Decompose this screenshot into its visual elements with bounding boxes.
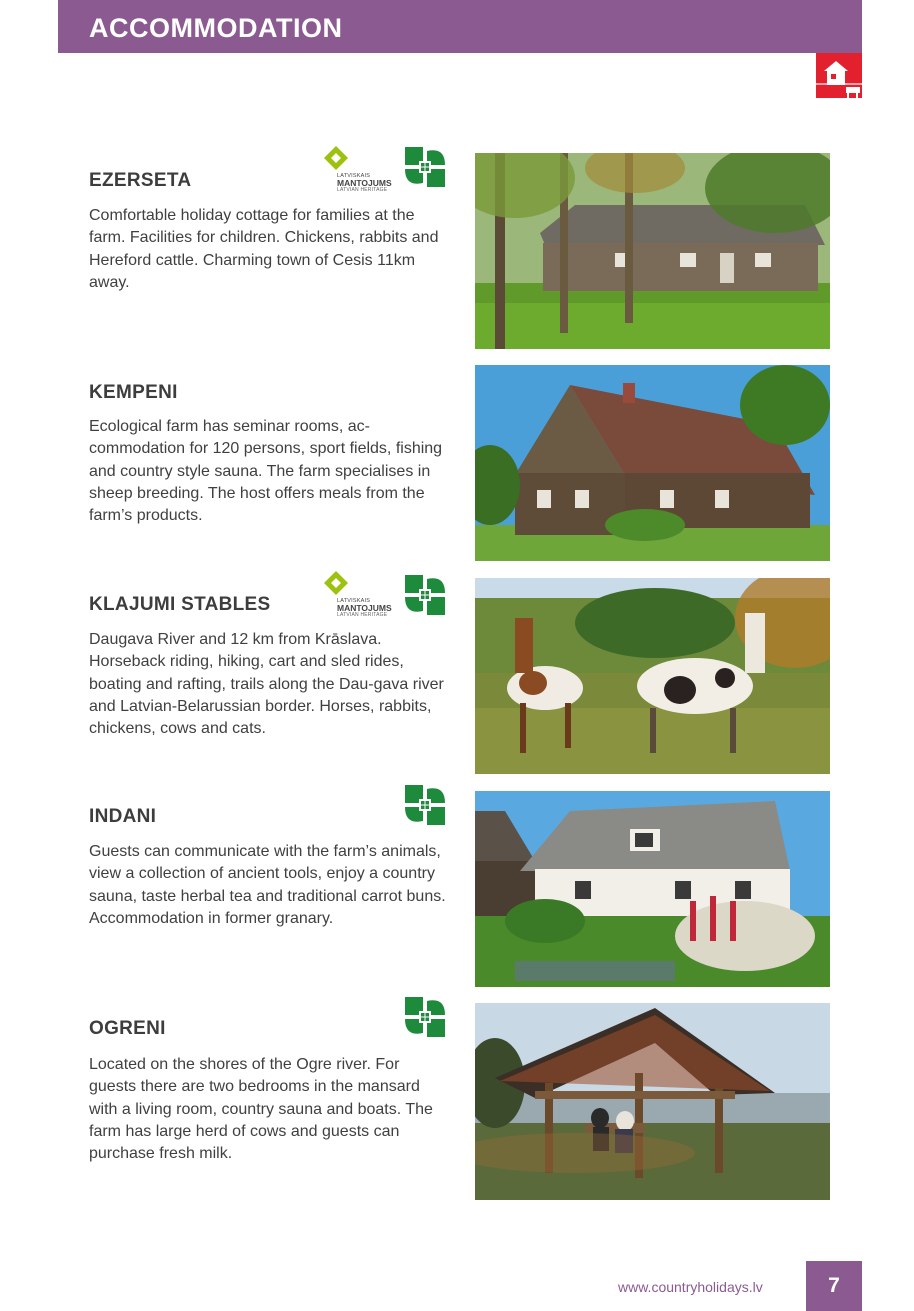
heritage-logo-text: MANTOJUMS <box>337 603 392 613</box>
listing-description: Ecological farm has seminar rooms, ac-commodation for 120 persons, sport fields, fishing and country style sauna. The farm specialises in sheep breeding. The host offers meals from the farm’s products. <box>89 418 443 525</box>
eco-leaf-logo <box>405 997 445 1037</box>
listing-title: KEMPENI <box>89 382 178 403</box>
listing-photo <box>475 365 830 561</box>
section-header <box>58 0 862 53</box>
listing-photo <box>475 1003 830 1200</box>
footer-website-link[interactable]: www.countryholidays.lv <box>618 1279 763 1295</box>
heritage-diamond-icon <box>323 570 351 596</box>
listing-title: OGRENI <box>89 1018 166 1039</box>
eco-leaf-logo <box>405 575 445 615</box>
listing-title: KLAJUMI STABLES <box>89 594 271 615</box>
listing-description: Daugava River and 12 km from Krāslava. Horseback riding, hiking, cart and sled rides, boating and rafting, trails along the Dau-gava river and Latvian-Belarussian border. Horses, rabbits, chickens, cows and cats. <box>89 631 444 738</box>
listing-title: EZERSETA <box>89 170 192 191</box>
heritage-logo-text: LATVISKAIS <box>337 598 371 604</box>
listing-title: INDANI <box>89 806 157 827</box>
country-house-icon <box>816 53 862 98</box>
listing-description: Comfortable holiday cottage for families at the farm. Facilities for children. Chickens, rabbits and Hereford cattle. Charming town of Cesis 11km away. <box>89 207 439 291</box>
listing-kempeni <box>89 365 830 561</box>
latvian-heritage-logo <box>323 570 395 618</box>
listing-indani <box>89 791 830 987</box>
eco-leaf-logo <box>405 147 445 187</box>
heritage-diamond-icon <box>323 145 351 171</box>
heritage-logo-text: LATVISKAIS <box>337 173 371 179</box>
listing-ezerseta <box>89 153 830 349</box>
listing-ogreni <box>89 1003 830 1200</box>
listing-description: Guests can communicate with the farm’s animals, view a collection of ancient tools, enjoy a country sauna, taste herbal tea and traditional carrot buns. Accommodation in former granary. <box>89 843 446 927</box>
heritage-logo-text: MANTOJUMS <box>337 178 392 188</box>
page-number: 7 <box>806 1261 862 1311</box>
listing-klajumi-stables <box>89 578 830 774</box>
listing-photo <box>475 153 830 349</box>
heritage-logo-text: LATVIAN HERITAGE <box>337 187 388 193</box>
heritage-logo-text: LATVIAN HERITAGE <box>337 612 388 618</box>
section-title: ACCOMMODATION <box>89 13 343 43</box>
listing-description: Located on the shores of the Ogre river. For guests there are two bedrooms in the mansard with a living room, country sauna and boats. The farm has large herd of cows and guests can purchase fresh milk. <box>89 1056 433 1163</box>
listing-photo <box>475 578 830 774</box>
latvian-heritage-logo <box>323 145 395 193</box>
eco-leaf-logo <box>405 785 445 825</box>
listing-photo <box>475 791 830 987</box>
